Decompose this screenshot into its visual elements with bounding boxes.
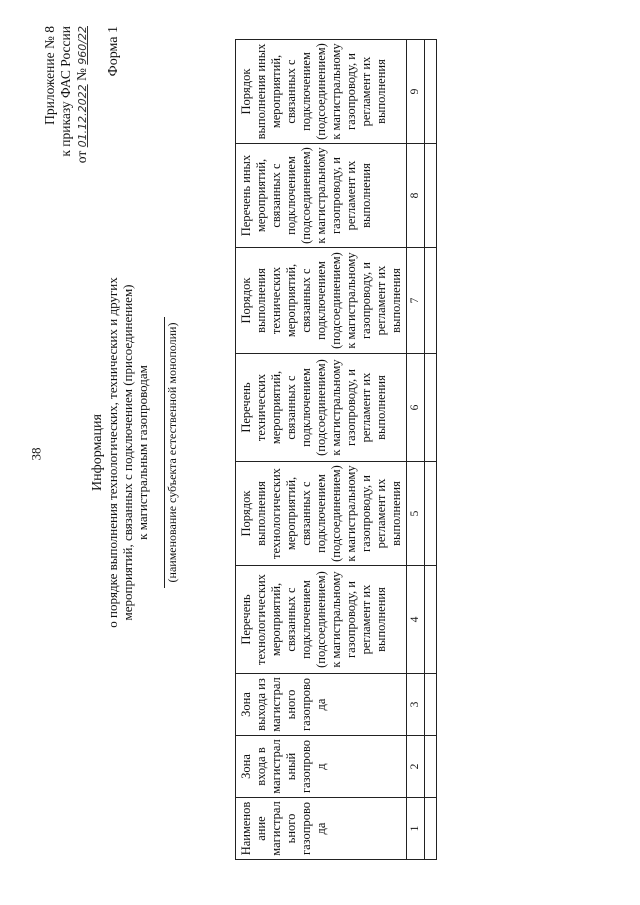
empty-data-row xyxy=(425,40,437,860)
empty-cell xyxy=(425,566,437,674)
heading-line-2: о порядке выполнения технологических, технических и других xyxy=(105,277,120,628)
column-number: 8 xyxy=(407,144,425,248)
empty-cell xyxy=(425,354,437,462)
info-table xyxy=(235,39,437,860)
date-prefix: от xyxy=(74,150,89,164)
document-heading xyxy=(90,0,180,905)
column-number: 5 xyxy=(407,462,425,566)
table-header-row xyxy=(236,40,407,860)
column-number: 2 xyxy=(407,736,425,798)
header-cell: Перечень технических мероприятий, связанных с подключением (подсоединением) к магистральному газопроводу, и регламент их выполнения xyxy=(236,354,407,462)
header-cell: Порядок выполнения технических мероприятий, связанных с подключением (подсоединением) к магистральному газопроводу, и регламент их выполнения xyxy=(236,248,407,354)
empty-cell xyxy=(425,736,437,798)
header-cell: Порядок выполнения иных мероприятий, связанных с подключением (подсоединением) к магистральному газопроводу, и регламент их выполнения xyxy=(236,40,407,144)
empty-cell xyxy=(425,40,437,144)
header-cell: Наименование магистрального газопровода xyxy=(236,798,407,860)
header-cell: Зона входа в магистральный газопровод xyxy=(236,736,407,798)
column-number: 1 xyxy=(407,798,425,860)
page-number: 38 xyxy=(28,447,44,461)
empty-cell xyxy=(425,462,437,566)
heading-line-4: к магистральным газопроводам xyxy=(135,365,150,540)
column-number: 6 xyxy=(407,354,425,462)
heading-title: Информация xyxy=(90,414,105,491)
column-number: 4 xyxy=(407,566,425,674)
empty-cell xyxy=(425,674,437,736)
handwritten-date: 01.12.2022 xyxy=(76,84,89,148)
header-cell: Зона выхода из магистрального газопровода xyxy=(236,674,407,736)
form-label: Форма 1 xyxy=(106,26,121,77)
appendix-reference xyxy=(42,26,91,163)
column-number: 3 xyxy=(407,674,425,736)
handwritten-order-number: 960/22 xyxy=(76,26,89,65)
column-number: 7 xyxy=(407,248,425,354)
subject-caption: (наименование субъекта естественной монополии) xyxy=(164,317,180,589)
empty-cell xyxy=(425,248,437,354)
header-cell: Порядок выполнения технологических мероприятий, связанных с подключением (подсоединением) к магистральному газопроводу, и регламент их выполнения xyxy=(236,462,407,566)
appendix-line-1: Приложение № 8 xyxy=(42,26,57,125)
number-prefix: № xyxy=(74,68,89,81)
column-number-row xyxy=(407,40,425,860)
heading-line-3: мероприятий, связанных с подключением (присоединением) xyxy=(120,284,135,621)
header-cell: Перечень иных мероприятий, связанных с подключением (подсоединением) к магистральному газопроводу, и регламент их выполнения xyxy=(236,144,407,248)
header-cell: Перечень технологических мероприятий, связанных с подключением (подсоединением) к магистральному газопроводу, и регламент их выполнения xyxy=(236,566,407,674)
appendix-line-3 xyxy=(74,26,91,163)
appendix-line-2: к приказу ФАС России xyxy=(58,26,73,157)
column-number: 9 xyxy=(407,40,425,144)
empty-cell xyxy=(425,798,437,860)
empty-cell xyxy=(425,144,437,248)
